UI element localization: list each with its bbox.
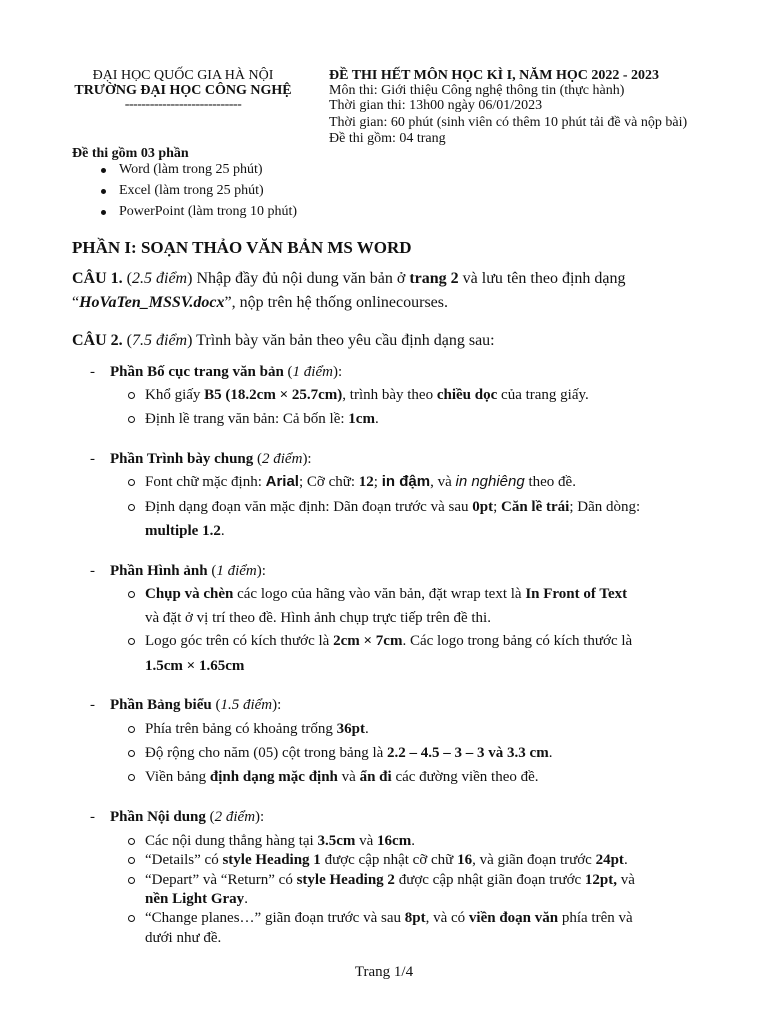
circle-bullet-icon bbox=[128, 392, 135, 399]
circle-bullet-icon bbox=[128, 750, 135, 757]
circle-bullet-icon bbox=[128, 479, 135, 486]
general-item-paragraph-line2: multiple 1.2. bbox=[145, 523, 225, 539]
layout-item-margins: Định lề trang văn bản: Cả bốn lề: 1cm. bbox=[145, 411, 379, 427]
image-item-logo: Chụp và chèn các logo của hãng vào văn bản, đặt wrap text là In Front of Text bbox=[145, 586, 628, 602]
bullet-icon bbox=[101, 189, 106, 194]
header-divider: ---------------------------- bbox=[124, 97, 242, 112]
page-number: Trang 1/4 bbox=[354, 964, 414, 980]
circle-bullet-icon bbox=[128, 774, 135, 781]
bullet-icon bbox=[101, 210, 106, 215]
part-item-powerpoint: PowerPoint (làm trong 10 phút) bbox=[119, 204, 298, 219]
image-item-size-line2: 1.5cm × 1.65cm bbox=[145, 658, 245, 674]
general-item-paragraph: Định dạng đoạn văn mặc định: Dãn đoạn trước và sau 0pt; Căn lề trái; Dãn dòng: bbox=[145, 499, 641, 515]
university-name: ĐẠI HỌC QUỐC GIA HÀ NỘI bbox=[92, 68, 274, 83]
circle-bullet-icon bbox=[128, 877, 135, 884]
layout-item-paper: Khổ giấy B5 (18.2cm × 25.7cm), trình bày theo chiều dọc của trang giấy. bbox=[145, 387, 589, 403]
circle-bullet-icon bbox=[128, 638, 135, 645]
exam-title: ĐỀ THI HẾT MÔN HỌC KÌ I, NĂM HỌC 2022 - 2023 bbox=[329, 68, 660, 83]
exam-time: Thời gian thi: 13h00 ngày 06/01/2023 bbox=[329, 98, 543, 113]
question-1: CÂU 1. (2.5 điểm) Nhập đầy đủ nội dung văn bản ở trang 2 và lưu tên theo định dạng bbox=[72, 270, 626, 287]
section-general-heading: - Phần Trình bày chung (2 điểm): bbox=[90, 451, 312, 467]
circle-bullet-icon bbox=[128, 591, 135, 598]
question-2: CÂU 2. (7.5 điểm) Trình bày văn bản theo yêu cầu định dạng sau: bbox=[72, 332, 495, 349]
circle-bullet-icon bbox=[128, 857, 135, 864]
section-title: PHẦN I: SOẠN THẢO VĂN BẢN MS WORD bbox=[72, 238, 412, 257]
exam-subject: Môn thi: Giới thiệu Công nghệ thông tin (thực hành) bbox=[329, 83, 625, 98]
question-1-line2: “HoVaTen_MSSV.docx”, nộp trên hệ thống onlinecourses. bbox=[72, 294, 448, 311]
section-layout-heading: - Phần Bố cục trang văn bản (1 điểm): bbox=[90, 364, 343, 380]
circle-bullet-icon bbox=[128, 838, 135, 845]
table-item-borders: Viền bảng định dạng mặc định và ẩn đi các đường viền theo đề. bbox=[145, 769, 539, 785]
part-item-word: Word (làm trong 25 phút) bbox=[119, 162, 263, 177]
content-item-change-line2: dưới như đề. bbox=[145, 930, 222, 946]
content-item-depart-line2: nền Light Gray. bbox=[145, 891, 248, 907]
circle-bullet-icon bbox=[128, 726, 135, 733]
table-item-spacing: Phía trên bảng có khoảng trống 36pt. bbox=[145, 721, 369, 737]
circle-bullet-icon bbox=[128, 504, 135, 511]
content-item-details: “Details” có style Heading 1 được cập nhật cỡ chữ 16, và giãn đoạn trước 24pt. bbox=[145, 852, 628, 868]
exam-duration: Thời gian: 60 phút (sinh viên có thêm 10 phút tải đề và nộp bài) bbox=[329, 115, 688, 130]
section-table-heading: - Phần Bảng biểu (1.5 điểm): bbox=[90, 697, 282, 713]
content-item-depart: “Depart” và “Return” có style Heading 2 được cập nhật giãn đoạn trước 12pt, và bbox=[145, 872, 635, 888]
content-item-change: “Change planes…” giãn đoạn trước và sau 8pt, và có viền đoạn văn phía trên và bbox=[145, 910, 633, 926]
circle-bullet-icon bbox=[128, 416, 135, 423]
school-name: TRƯỜNG ĐẠI HỌC CÔNG NGHỆ bbox=[74, 83, 292, 98]
circle-bullet-icon bbox=[128, 915, 135, 922]
image-item-logo-line2: và đặt ở vị trí theo đề. Hình ảnh chụp trực tiếp trên đề thi. bbox=[145, 610, 491, 626]
bullet-icon bbox=[101, 168, 106, 173]
part-item-excel: Excel (làm trong 25 phút) bbox=[119, 183, 264, 198]
content-item-align: Các nội dung thẳng hàng tại 3.5cm và 16cm. bbox=[145, 833, 415, 849]
image-item-size: Logo góc trên có kích thước là 2cm × 7cm. Các logo trong bảng có kích thước là bbox=[145, 633, 633, 649]
general-item-font: Font chữ mặc định: Arial; Cỡ chữ: 12; in đậm, và in nghiêng theo đề. bbox=[145, 473, 576, 490]
table-item-widths: Độ rộng cho năm (05) cột trong bảng là 2.2 – 4.5 – 3 – 3 và 3.3 cm. bbox=[145, 745, 553, 761]
section-image-heading: - Phần Hình ảnh (1 điểm): bbox=[90, 563, 266, 579]
exam-pages: Đề thi gồm: 04 trang bbox=[329, 131, 446, 146]
parts-title: Đề thi gồm 03 phần bbox=[72, 146, 189, 161]
section-content-heading: - Phần Nội dung (2 điểm): bbox=[90, 809, 265, 825]
